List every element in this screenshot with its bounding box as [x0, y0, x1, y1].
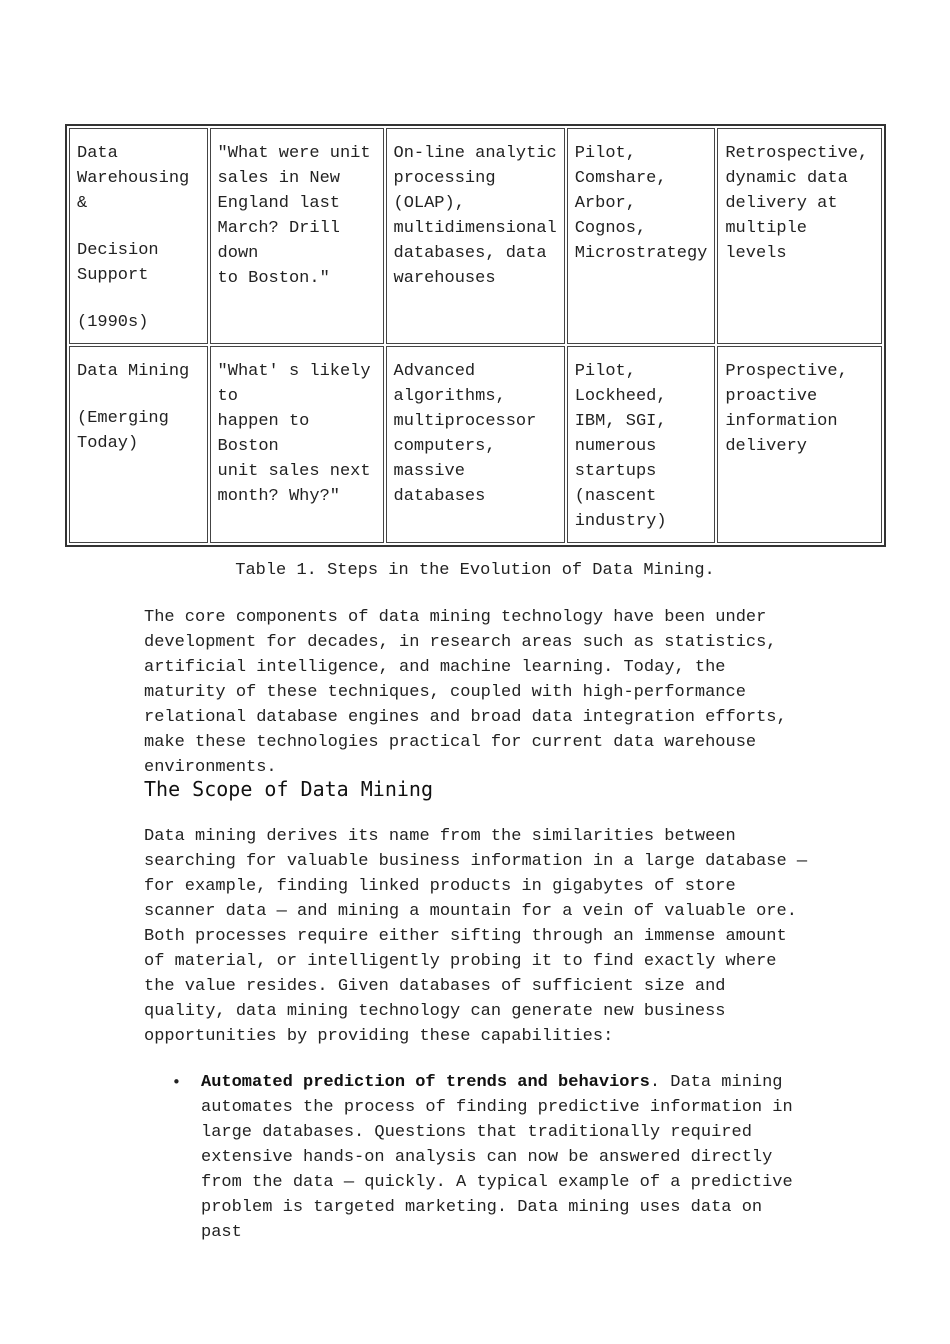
- cell-text-line: multiple levels: [725, 219, 807, 263]
- cell-text-line: Cognos,: [574, 219, 647, 238]
- cell-text-line: processing: [393, 169, 496, 188]
- cell-text-line: Decision: [77, 241, 159, 260]
- list-item-title: Automated prediction of trends and behaviors: [201, 1073, 650, 1092]
- table-cell-characteristics: [717, 128, 882, 344]
- cell-text-line: (OLAP),: [393, 194, 465, 213]
- cell-text-line: massive: [393, 462, 465, 481]
- cell-text-line: March? Drill down: [217, 219, 340, 263]
- cell-text-line: (1990s): [77, 313, 149, 332]
- cell-text-line: multiprocessor: [393, 412, 537, 431]
- table-row: [69, 128, 882, 344]
- cell-text-line: happen to Boston: [217, 412, 310, 456]
- capabilities-list: [172, 1070, 812, 1245]
- cell-text-line: Pilot,: [574, 144, 636, 163]
- cell-text-line: Comshare,: [574, 169, 667, 188]
- table-cell-technologies: [386, 128, 565, 344]
- cell-text-line: (Emerging: [77, 409, 169, 428]
- cell-text-line: Advanced: [393, 362, 476, 381]
- table-cell-step: [69, 128, 208, 344]
- cell-text-line: "What were unit: [217, 144, 371, 163]
- bullet-icon: •: [172, 1073, 181, 1091]
- list-item-text: . Data mining automates the process of finding predictive information in large databases. Questions that traditionally required extensive hands-on analysis can now be answered directly from the data — quickly. A typical example of a predictive problem is targeted marketing. Data mining uses data on past: [201, 1073, 793, 1242]
- cell-text-line: industry): [574, 512, 667, 531]
- cell-text-line: (nascent: [574, 487, 657, 506]
- cell-text-line: England last: [217, 194, 340, 213]
- cell-text-line: databases, data: [393, 244, 547, 263]
- cell-text-line: computers,: [393, 437, 496, 456]
- cell-text-line: startups: [574, 462, 657, 481]
- cell-text-line: dynamic data: [725, 169, 848, 188]
- cell-text-line: Warehousing: [77, 169, 190, 188]
- cell-text-line: numerous: [574, 437, 657, 456]
- cell-text-line: Pilot,: [574, 362, 636, 381]
- cell-text-line: unit sales next: [217, 462, 371, 481]
- evolution-table: [65, 124, 886, 547]
- cell-text-line: On-line analytic: [393, 144, 557, 163]
- table-cell-question: [210, 128, 384, 344]
- cell-text-line: multidimensional: [393, 219, 557, 238]
- cell-text-line: Prospective,: [725, 362, 848, 381]
- cell-text-line: to Boston.": [217, 269, 330, 288]
- body-paragraph: The core components of data mining technology have been under development for decades, in research areas such as statistics, artificial intelligence, and machine learning. Today, the maturity of these techniques, coupled with high-performance relational database engines and broad data integration efforts, make these technologies practical for current data warehouse environments.: [144, 608, 787, 777]
- table-cell-technologies: [386, 346, 565, 543]
- cell-text-line: Data: [77, 144, 118, 163]
- table-caption: Table 1. Steps in the Evolution of Data Mining.: [235, 561, 715, 580]
- table-cell-providers: [567, 128, 716, 344]
- cell-text-line: warehouses: [393, 269, 496, 288]
- cell-text-line: Support: [77, 266, 149, 285]
- cell-text-line: &: [77, 194, 88, 213]
- cell-text-line: proactive: [725, 387, 818, 406]
- table-row: [69, 346, 882, 543]
- cell-text-line: IBM, SGI,: [574, 412, 667, 431]
- table-cell-step: [69, 346, 208, 543]
- table-cell-question: [210, 346, 384, 543]
- cell-text-line: algorithms,: [393, 387, 506, 406]
- cell-text-line: Arbor,: [574, 194, 636, 213]
- cell-text-line: sales in New: [217, 169, 340, 188]
- cell-text-line: Microstrategy: [574, 244, 708, 263]
- cell-text-line: Today): [77, 434, 139, 453]
- cell-text-line: Retrospective,: [725, 144, 869, 163]
- cell-text-line: delivery at: [725, 194, 838, 213]
- cell-text-line: databases: [393, 487, 486, 506]
- cell-text-line: Data Mining: [77, 362, 190, 381]
- table-cell-providers: [567, 346, 716, 543]
- cell-text-line: Lockheed,: [574, 387, 667, 406]
- cell-text-line: "What' s likely to: [217, 362, 371, 406]
- cell-text-line: information: [725, 412, 838, 431]
- list-item: [172, 1070, 812, 1245]
- table-cell-characteristics: [717, 346, 882, 543]
- body-paragraph: Data mining derives its name from the similarities between searching for valuable business information in a large database — for example, finding linked products in gigabytes of store scanner data — and mining a mountain for a vein of valuable ore. Both processes require either sifting through an immense amount of material, or intelligently probing it to find exactly where the value resides. Given databases of sufficient size and quality, data mining technology can generate new business opportunities by providing these capabilities:: [144, 827, 808, 1046]
- cell-text-line: delivery: [725, 437, 807, 456]
- cell-text-line: month? Why?": [217, 487, 340, 506]
- section-heading: The Scope of Data Mining: [144, 777, 433, 801]
